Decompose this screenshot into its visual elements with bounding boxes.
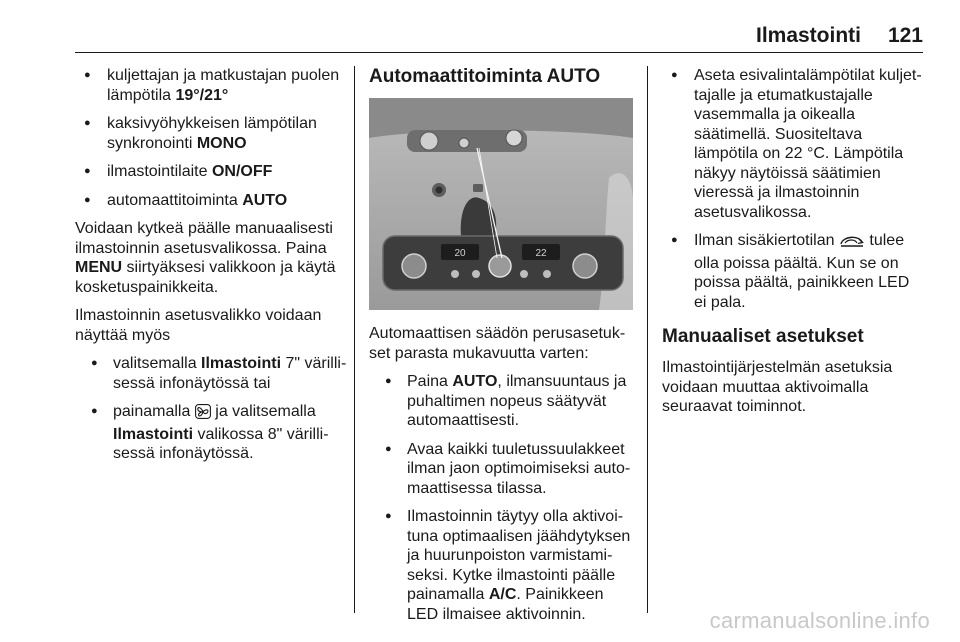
list-item: ● Ilmastoinnin täytyy olla aktivoituna optimaalisen jäähdytyksen ja huurunpoiston varmistamiseksi. Kytke ilmastointi päälle painamalla A/C. Painikkeen LED ilmaisee aktivoinnin.: [377, 507, 633, 624]
list-item: ● valitsemalla Ilmastointi 7" värillisessä infonäytössä tai: [83, 354, 349, 393]
page-number: 121: [887, 24, 923, 47]
list-item: ● automaattitoiminta AUTO: [75, 191, 349, 211]
climate-control-photo: [369, 98, 633, 310]
svg-text:20: 20: [454, 248, 466, 259]
column-divider-2: [647, 66, 648, 613]
column-1: [75, 66, 349, 473]
list-item: ● kuljettajan ja matkustajan puolen lämpötila 19°/21°: [75, 66, 349, 105]
section-heading-manual: Manuaaliset asetukset: [662, 326, 864, 347]
page-title: Ilmastointi: [755, 24, 861, 47]
list-item: ● kaksivyöhykkeisen lämpötilan synkronointi MONO: [75, 114, 349, 153]
paragraph-manual-activation: Voidaan kytkeä päälle manuaalisesti ilmastoinnin asetusvalikossa. Paina MENU siirtyäksesi valikkoon ja käytä kosketuspainikkeita.: [75, 220, 336, 296]
section-heading-auto: Automaattitoiminta AUTO: [369, 66, 601, 87]
list-item: ● Avaa kaikki tuuletussuulakkeet ilman jaon optimoimiseksi automaattisessa tilassa.: [377, 440, 633, 499]
list-item: ● Paina AUTO, ilmansuuntaus ja puhaltimen nopeus säätyvät automaattisesti.: [377, 372, 633, 431]
watermark: carmanualsonline.info: [709, 607, 930, 633]
auto-instructions-list: [369, 372, 633, 624]
fan-icon: [195, 404, 211, 425]
paragraph-auto-intro: Automaattisen säädön perusasetukset parasta mukavuutta varten:: [369, 325, 626, 362]
column-3: [662, 66, 924, 426]
column-2: [369, 66, 633, 633]
list-item: ● ilmastointilaite ON/OFF: [75, 162, 349, 182]
feature-list: [75, 66, 349, 210]
recirculation-icon: [839, 234, 865, 254]
column-divider-1: [354, 66, 355, 613]
temperature-instructions-list: [662, 66, 924, 312]
svg-text:22: 22: [535, 248, 547, 259]
paragraph-manual-settings: Ilmastointijärjestelmän asetuksia voidaan muuttaa aktivoimalla seuraavat toiminnot.: [662, 359, 893, 415]
menu-access-list: [75, 354, 349, 464]
page-header: [75, 26, 923, 53]
list-item: ● Ilman sisäkiertotilan tulee olla poissa päältä. Kun se on poissa päältä, painikkeen LED ei pala.: [662, 231, 924, 312]
list-item: ● Aseta esivalintalämpötilat kuljettajalle ja etumatkustajalle vasemmalla ja oikealla säätimellä. Suositeltava lämpötila on 22 °C. Lämpötila näkyy näytöissä säätimien vieressä ja ilmastoinnin asetusvalikossa.: [662, 66, 924, 222]
paragraph-menu-display: Ilmastoinnin asetusvalikko voidaan näyttää myös: [75, 307, 322, 344]
list-item: ● painamalla ja valitsemalla Ilmastointi valikossa 8" värillisessä infonäytössä.: [83, 402, 349, 464]
